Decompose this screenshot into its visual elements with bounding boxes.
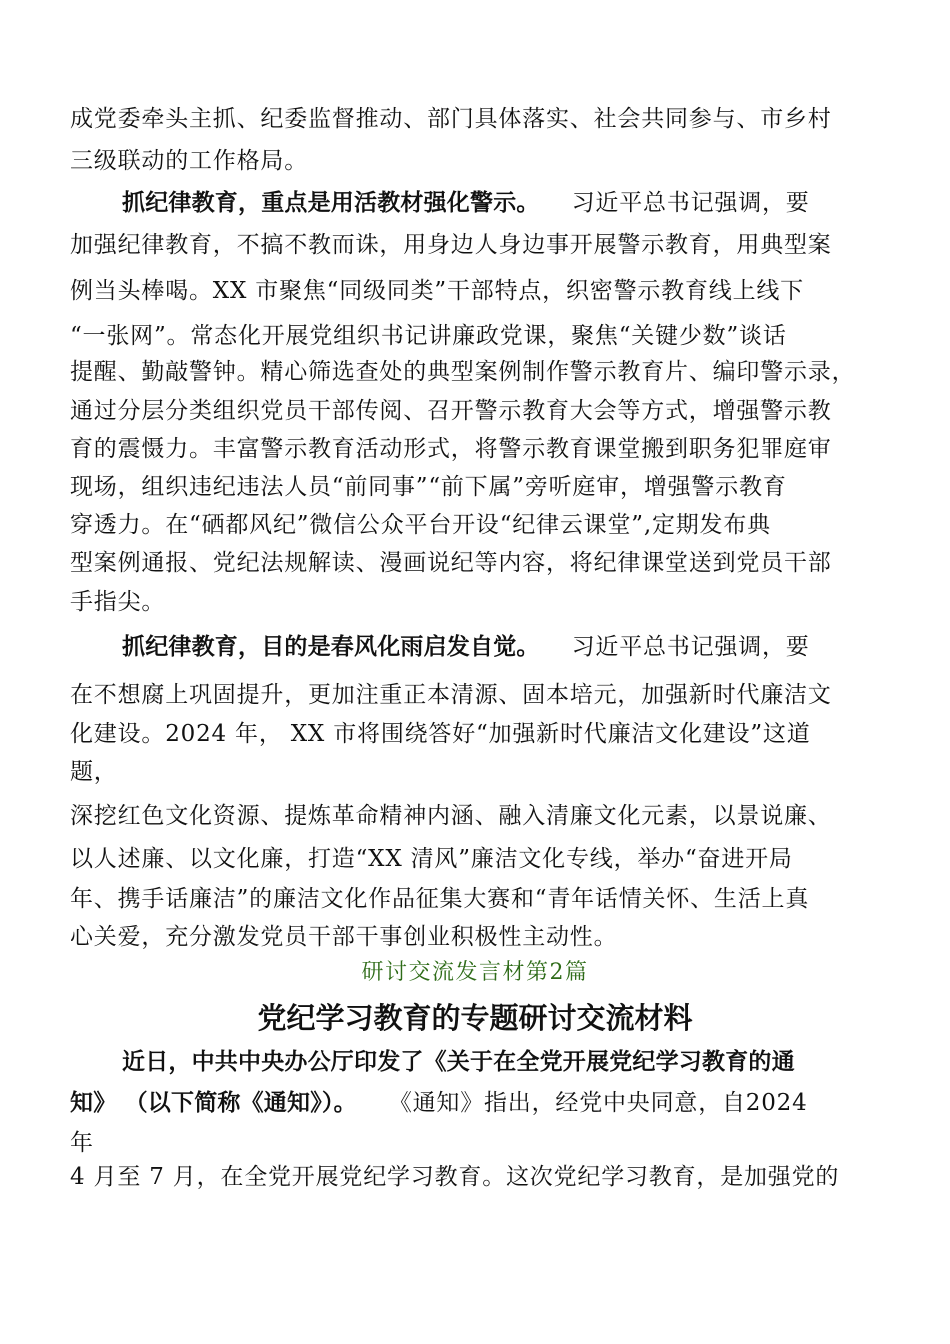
section-label: 研讨交流发言材第2篇 — [361, 960, 589, 985]
section-heading: 抓纪律教育，目的是春风化雨启发自觉。 — [122, 634, 540, 660]
body-text-line: 题， — [70, 759, 118, 785]
body-text-line: 4 月至 7 月，在全党开展党纪学习教育。这次党纪学习教育，是加强党的 — [70, 1164, 840, 1190]
body-text-line: 心关爱，充分激发党员干部干事创业积极性主动性。 — [70, 924, 618, 950]
section-heading: 抓纪律教育，重点是用活教材强化警示。 — [122, 190, 540, 216]
body-text-span: 习近平总书记强调，要 — [571, 190, 810, 216]
body-text-line: 手指尖。 — [70, 589, 166, 615]
body-text-line: 加强纪律教育，不搞不教而诛，用身边人身边事开展警示教育，用典型案 — [70, 232, 832, 258]
body-text-line: 现场，组织违纪违法人员“前同事”“前下属”旁听庭审，增强警示教育 — [70, 474, 787, 500]
section-heading: 知》 （以下简称《通知》）。 — [70, 1090, 357, 1116]
document-title: 党纪学习教育的专题研讨交流材料 — [257, 1001, 693, 1035]
body-text-line: 化建设。2024 年， XX 市将围绕答好“加强新时代廉洁文化建设”这道 — [70, 721, 811, 747]
body-text-line: 提醒、勤敲警钟。精心筛选查处的典型案例制作警示教育片、编印警示录， — [70, 359, 856, 385]
body-text-line: 型案例通报、党纪法规解读、漫画说纪等内容，将纪律课堂送到党员干部 — [70, 550, 832, 576]
body-text-line: 年、携手话廉洁”的廉洁文化作品征集大赛和“青年话情关怀、生活上真 — [70, 886, 810, 912]
body-text-line: 三级联动的工作格局。 — [70, 148, 308, 174]
body-text-span: 《通知》指出，经党中央同意，自2024 — [388, 1090, 808, 1116]
body-text-line: 穿透力。在“硒都风纪”微信公众平台开设“纪律云课堂”,定期发布典 — [70, 512, 771, 538]
paragraph-lead-line — [122, 188, 810, 218]
body-text-line: 成党委牵头主抓、纪委监督推动、部门具体落实、社会共同参与、市乡村 — [70, 106, 832, 132]
body-text-line: 深挖红色文化资源、提炼革命精神内涵、融入清廉文化元素，以景说廉、 — [70, 803, 832, 829]
body-text-line: 在不想腐上巩固提升，更加注重正本清源、固本培元，加强新时代廉洁文 — [70, 682, 832, 708]
body-text-line: 通过分层分类组织党员干部传阅、召开警示教育大会等方式，增强警示教 — [70, 398, 832, 424]
paragraph-lead-line — [122, 632, 810, 662]
body-text-span: 习近平总书记强调，要 — [571, 634, 810, 660]
paragraph-lead-line — [70, 1088, 808, 1118]
body-text-line: 育的震慑力。丰富警示教育活动形式，将警示教育课堂搬到职务犯罪庭审 — [70, 436, 832, 462]
body-text-line: 年 — [70, 1130, 94, 1156]
paragraph-heading-line: 近日，中共中央办公厅印发了《关于在全党开展党纪学习教育的通 — [122, 1049, 795, 1075]
body-text-line: 例当头棒喝。XX 市聚焦“同级同类”干部特点，织密警示教育线上线下 — [70, 278, 804, 304]
body-text-line: “一张网”。常态化开展党组织书记讲廉政党课，聚焦“关键少数”谈话 — [70, 323, 787, 349]
body-text-line: 以人述廉、以文化廉，打造“XX 清风”廉洁文化专线，举办“奋进开局 — [70, 846, 793, 872]
